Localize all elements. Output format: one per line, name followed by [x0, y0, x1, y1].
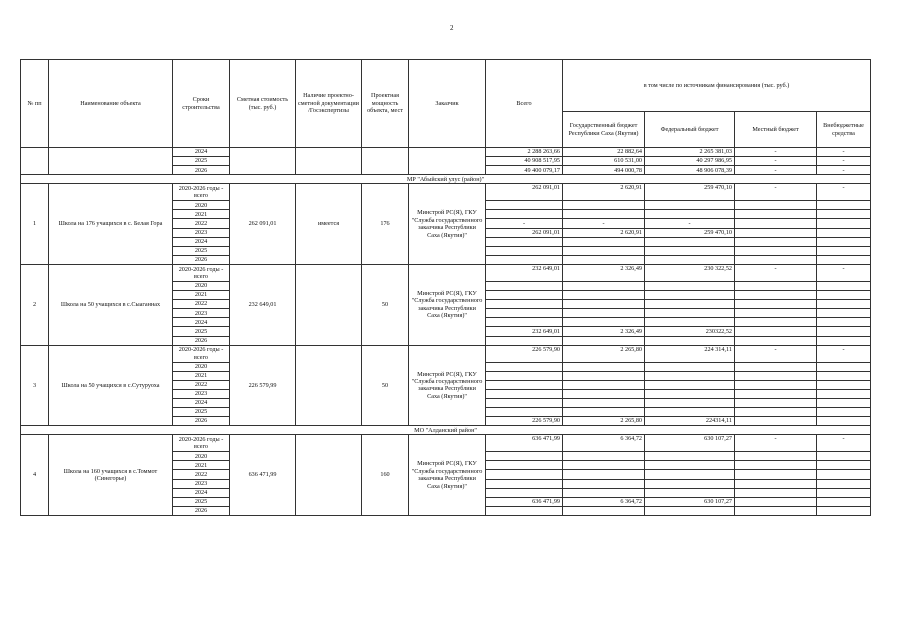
local-cell	[735, 336, 817, 345]
total-cell	[486, 461, 563, 470]
object-psd	[296, 264, 362, 345]
local-cell	[735, 380, 817, 389]
regional-cell	[563, 452, 645, 461]
header-name: Наименование объекта	[49, 60, 173, 148]
total-cell	[486, 291, 563, 300]
federal-cell: 230322,52	[645, 327, 735, 336]
local-cell	[735, 371, 817, 380]
object-name: Школа на 50 учащихся в с.Сыаганнах	[49, 264, 173, 345]
regional-cell	[563, 237, 645, 246]
extra-cell	[817, 309, 871, 318]
regional-cell	[563, 470, 645, 479]
total-cell	[486, 389, 563, 398]
object-capacity: 50	[362, 264, 409, 345]
year-cell: 2025	[173, 408, 230, 417]
regional-cell: 6 364,72	[563, 435, 645, 452]
year-cell: 2023	[173, 479, 230, 488]
extra-cell	[817, 389, 871, 398]
regional-cell: 2 620,91	[563, 184, 645, 201]
local-cell	[735, 318, 817, 327]
regional-cell	[563, 488, 645, 497]
federal-cell	[645, 408, 735, 417]
regional-cell	[563, 398, 645, 407]
object-cost: 232 649,01	[230, 264, 296, 345]
object-name: Школа на 160 учащихся в с.Томмот (Синегорье)	[49, 435, 173, 516]
federal-cell	[645, 291, 735, 300]
extra-cell	[817, 336, 871, 345]
federal-cell: 630 107,27	[645, 435, 735, 452]
year-cell: 2021	[173, 210, 230, 219]
year-cell: 2025	[173, 246, 230, 255]
federal-cell: 48 906 078,39	[645, 166, 735, 175]
local-cell	[735, 470, 817, 479]
regional-cell	[563, 479, 645, 488]
federal-cell	[645, 479, 735, 488]
extra-cell	[817, 362, 871, 371]
regional-cell	[563, 362, 645, 371]
federal-cell	[645, 237, 735, 246]
local-cell	[735, 389, 817, 398]
year-cell: 2021	[173, 461, 230, 470]
financing-table	[20, 59, 871, 516]
regional-cell	[563, 246, 645, 255]
header-local-budget: Местный бюджет	[735, 112, 817, 148]
extra-cell	[817, 408, 871, 417]
header-sources: в том числе по источникам финансирования (тыс. руб.)	[563, 60, 871, 112]
local-cell	[735, 309, 817, 318]
local-cell: -	[735, 345, 817, 362]
year-cell: 2025	[173, 157, 230, 166]
local-cell	[735, 291, 817, 300]
regional-cell	[563, 380, 645, 389]
regional-cell: 610 531,00	[563, 157, 645, 166]
total-cell	[486, 210, 563, 219]
year-cell: 2020-2026 годы - всего	[173, 345, 230, 362]
table-row	[21, 148, 871, 157]
local-cell	[735, 408, 817, 417]
year-cell: 2022	[173, 470, 230, 479]
header-federal-budget: Федеральный бюджет	[645, 112, 735, 148]
total-cell	[486, 506, 563, 515]
header-regional-budget: Государственный бюджет Республики Саха (Якутия)	[563, 112, 645, 148]
federal-cell	[645, 506, 735, 515]
local-cell	[735, 210, 817, 219]
total-cell	[486, 255, 563, 264]
local-cell	[735, 281, 817, 290]
local-cell	[735, 300, 817, 309]
object-customer: Минстрой РС(Я), ГКУ "Служба государственного заказчика Республики Саха (Якутия)"	[409, 435, 486, 516]
regional-cell: 6 364,72	[563, 497, 645, 506]
region-label: МР "Абыйский улус (район)"	[21, 175, 871, 184]
local-cell: -	[735, 435, 817, 452]
regional-cell	[563, 461, 645, 470]
local-cell	[735, 228, 817, 237]
extra-cell	[817, 371, 871, 380]
year-cell: 2022	[173, 219, 230, 228]
local-cell: -	[735, 184, 817, 201]
total-cell	[486, 246, 563, 255]
regional-cell	[563, 300, 645, 309]
year-cell: 2023	[173, 389, 230, 398]
extra-cell	[817, 281, 871, 290]
extra-cell: -	[817, 435, 871, 452]
carry-num	[21, 148, 49, 175]
total-cell	[486, 470, 563, 479]
total-cell	[486, 488, 563, 497]
federal-cell	[645, 318, 735, 327]
regional-cell	[563, 389, 645, 398]
extra-cell	[817, 452, 871, 461]
year-cell: 2024	[173, 318, 230, 327]
extra-cell: -	[817, 264, 871, 281]
local-cell: -	[735, 264, 817, 281]
year-cell: 2022	[173, 300, 230, 309]
header-cost: Сметная стоимость (тыс. руб.)	[230, 60, 296, 148]
table-body	[21, 148, 871, 516]
total-cell: 232 649,01	[486, 327, 563, 336]
table-row	[21, 435, 871, 452]
extra-cell	[817, 318, 871, 327]
object-psd	[296, 435, 362, 516]
total-cell	[486, 318, 563, 327]
total-cell: 636 471,99	[486, 497, 563, 506]
total-cell: 49 400 079,17	[486, 166, 563, 175]
object-num: 2	[21, 264, 49, 345]
year-cell: 2021	[173, 291, 230, 300]
year-cell: 2024	[173, 488, 230, 497]
year-cell: 2020-2026 годы - всего	[173, 435, 230, 452]
extra-cell	[817, 461, 871, 470]
year-cell: 2023	[173, 228, 230, 237]
total-cell: 40 908 517,95	[486, 157, 563, 166]
year-cell: 2020-2026 годы - всего	[173, 264, 230, 281]
carry-psd	[296, 148, 362, 175]
year-cell: 2026	[173, 506, 230, 515]
regional-cell	[563, 309, 645, 318]
extra-cell	[817, 246, 871, 255]
extra-cell: -	[817, 157, 871, 166]
federal-cell	[645, 246, 735, 255]
total-cell	[486, 336, 563, 345]
local-cell	[735, 479, 817, 488]
object-capacity: 176	[362, 184, 409, 265]
object-capacity: 50	[362, 345, 409, 426]
regional-cell: -	[563, 219, 645, 228]
total-cell: -	[486, 219, 563, 228]
federal-cell	[645, 389, 735, 398]
federal-cell: 230 322,52	[645, 264, 735, 281]
header-terms: Сроки строительства	[173, 60, 230, 148]
extra-cell	[817, 398, 871, 407]
regional-cell	[563, 336, 645, 345]
total-cell: 232 649,01	[486, 264, 563, 281]
object-num: 3	[21, 345, 49, 426]
object-name: Школа на 176 учащихся в с. Белая Гора	[49, 184, 173, 265]
extra-cell: -	[817, 166, 871, 175]
object-capacity: 160	[362, 435, 409, 516]
carry-customer	[409, 148, 486, 175]
local-cell	[735, 488, 817, 497]
total-cell	[486, 452, 563, 461]
regional-cell	[563, 318, 645, 327]
regional-cell	[563, 255, 645, 264]
year-cell: 2022	[173, 380, 230, 389]
regional-cell: 2 326,49	[563, 264, 645, 281]
extra-cell	[817, 201, 871, 210]
total-cell	[486, 408, 563, 417]
federal-cell	[645, 255, 735, 264]
federal-cell	[645, 398, 735, 407]
year-cell: 2026	[173, 255, 230, 264]
federal-cell: 259 470,10	[645, 228, 735, 237]
regional-cell: 2 326,49	[563, 327, 645, 336]
federal-cell	[645, 336, 735, 345]
extra-cell	[817, 219, 871, 228]
federal-cell: 224 314,11	[645, 345, 735, 362]
local-cell	[735, 255, 817, 264]
year-cell: 2026	[173, 336, 230, 345]
local-cell	[735, 237, 817, 246]
extra-cell	[817, 228, 871, 237]
header-total: Всего	[486, 60, 563, 148]
total-cell: 2 288 263,66	[486, 148, 563, 157]
total-cell: 262 091,01	[486, 184, 563, 201]
regional-cell	[563, 201, 645, 210]
total-cell: 636 471,99	[486, 435, 563, 452]
regional-cell: 22 882,64	[563, 148, 645, 157]
federal-cell	[645, 362, 735, 371]
year-cell: 2020	[173, 362, 230, 371]
object-psd	[296, 345, 362, 426]
total-cell: 226 579,90	[486, 417, 563, 426]
carry-name	[49, 148, 173, 175]
federal-cell	[645, 281, 735, 290]
regional-cell: 494 000,78	[563, 166, 645, 175]
local-cell	[735, 246, 817, 255]
year-cell: 2025	[173, 497, 230, 506]
object-cost: 636 471,99	[230, 435, 296, 516]
extra-cell	[817, 291, 871, 300]
extra-cell: -	[817, 148, 871, 157]
local-cell	[735, 201, 817, 210]
carry-cost	[230, 148, 296, 175]
local-cell: -	[735, 148, 817, 157]
total-cell	[486, 380, 563, 389]
total-cell	[486, 281, 563, 290]
federal-cell	[645, 300, 735, 309]
object-customer: Минстрой РС(Я), ГКУ "Служба государственного заказчика Республики Саха (Якутия)"	[409, 184, 486, 265]
table-row	[21, 184, 871, 201]
total-cell	[486, 309, 563, 318]
federal-cell	[645, 210, 735, 219]
header-num: № пп	[21, 60, 49, 148]
extra-cell	[817, 479, 871, 488]
region-label: МО "Алданский район"	[21, 426, 871, 435]
federal-cell: -	[645, 219, 735, 228]
header-capacity: Проектная мощность объекта, мест	[362, 60, 409, 148]
year-cell: 2025	[173, 327, 230, 336]
federal-cell	[645, 452, 735, 461]
federal-cell	[645, 470, 735, 479]
federal-cell	[645, 201, 735, 210]
total-cell	[486, 398, 563, 407]
header-customer: Заказчик	[409, 60, 486, 148]
federal-cell: 2 265 381,03	[645, 148, 735, 157]
extra-cell	[817, 300, 871, 309]
region-row	[21, 175, 871, 184]
federal-cell	[645, 488, 735, 497]
local-cell: -	[735, 166, 817, 175]
carry-capacity	[362, 148, 409, 175]
header-psd: Наличие проектно-сметной документации /Госэкспертизы	[296, 60, 362, 148]
federal-cell	[645, 380, 735, 389]
object-customer: Минстрой РС(Я), ГКУ "Служба государственного заказчика Республики Саха (Якутия)"	[409, 345, 486, 426]
federal-cell	[645, 371, 735, 380]
extra-cell	[817, 380, 871, 389]
extra-cell	[817, 488, 871, 497]
total-cell: 262 091,01	[486, 228, 563, 237]
object-cost: 226 579,99	[230, 345, 296, 426]
year-cell: 2024	[173, 398, 230, 407]
local-cell	[735, 219, 817, 228]
federal-cell: 40 297 986,95	[645, 157, 735, 166]
local-cell	[735, 327, 817, 336]
extra-cell: -	[817, 345, 871, 362]
year-cell: 2024	[173, 148, 230, 157]
extra-cell	[817, 470, 871, 479]
object-num: 4	[21, 435, 49, 516]
year-cell: 2026	[173, 417, 230, 426]
header-extra-budget: Внебюджетные средства	[817, 112, 871, 148]
federal-cell	[645, 461, 735, 470]
federal-cell	[645, 309, 735, 318]
regional-cell: 2 265,80	[563, 345, 645, 362]
regional-cell	[563, 210, 645, 219]
year-cell: 2020	[173, 281, 230, 290]
total-cell	[486, 362, 563, 371]
table-row	[21, 264, 871, 281]
year-cell: 2020-2026 годы - всего	[173, 184, 230, 201]
local-cell	[735, 398, 817, 407]
regional-cell	[563, 281, 645, 290]
federal-cell: 259 470,10	[645, 184, 735, 201]
year-cell: 2020	[173, 201, 230, 210]
local-cell	[735, 417, 817, 426]
local-cell	[735, 506, 817, 515]
local-cell	[735, 362, 817, 371]
extra-cell	[817, 417, 871, 426]
local-cell	[735, 497, 817, 506]
object-cost: 262 091,01	[230, 184, 296, 265]
total-cell	[486, 237, 563, 246]
year-cell: 2024	[173, 237, 230, 246]
total-cell	[486, 300, 563, 309]
year-cell: 2026	[173, 166, 230, 175]
year-cell: 2020	[173, 452, 230, 461]
extra-cell	[817, 497, 871, 506]
local-cell: -	[735, 157, 817, 166]
object-customer: Минстрой РС(Я), ГКУ "Служба государственного заказчика Республики Саха (Якутия)"	[409, 264, 486, 345]
extra-cell	[817, 255, 871, 264]
total-cell	[486, 201, 563, 210]
regional-cell: 2 265,80	[563, 417, 645, 426]
total-cell	[486, 371, 563, 380]
table-row	[21, 345, 871, 362]
region-row	[21, 426, 871, 435]
regional-cell	[563, 371, 645, 380]
regional-cell: 2 620,91	[563, 228, 645, 237]
total-cell	[486, 479, 563, 488]
total-cell: 226 579,90	[486, 345, 563, 362]
extra-cell	[817, 237, 871, 246]
extra-cell	[817, 506, 871, 515]
regional-cell	[563, 408, 645, 417]
object-num: 1	[21, 184, 49, 265]
extra-cell: -	[817, 184, 871, 201]
regional-cell	[563, 291, 645, 300]
regional-cell	[563, 506, 645, 515]
federal-cell: 630 107,27	[645, 497, 735, 506]
page-number: 2	[450, 24, 454, 32]
object-name: Школа на 50 учащихся в с.Сутуруоха	[49, 345, 173, 426]
year-cell: 2023	[173, 309, 230, 318]
extra-cell	[817, 327, 871, 336]
local-cell	[735, 461, 817, 470]
object-psd: имеется	[296, 184, 362, 265]
year-cell: 2021	[173, 371, 230, 380]
federal-cell: 224314,11	[645, 417, 735, 426]
local-cell	[735, 452, 817, 461]
extra-cell	[817, 210, 871, 219]
